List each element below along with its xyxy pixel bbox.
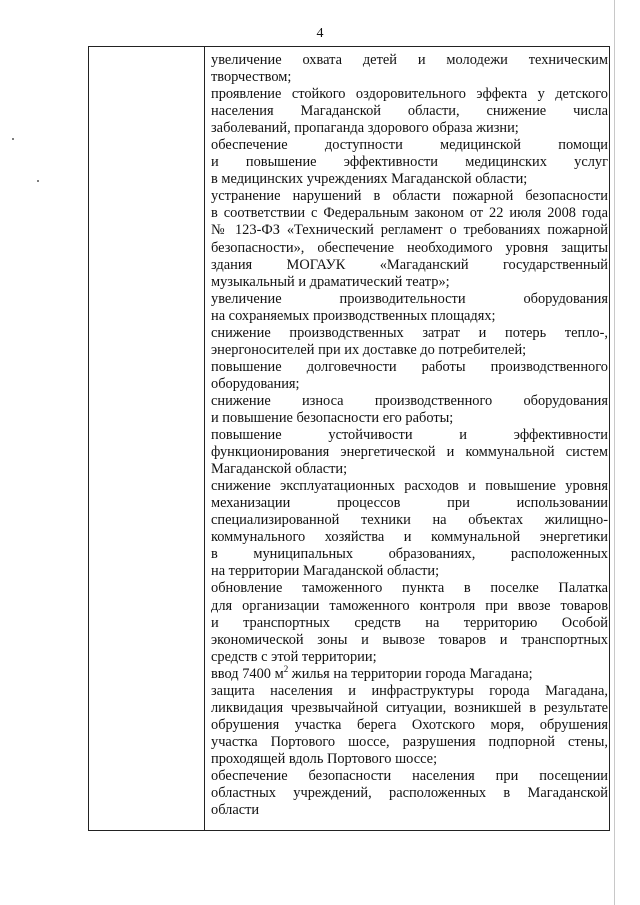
list-item bbox=[211, 663, 608, 683]
list-item bbox=[211, 768, 608, 819]
table-right-column bbox=[205, 47, 609, 830]
list-item bbox=[211, 137, 608, 188]
text-line: обновление таможенного пункта в поселке Палатка bbox=[211, 580, 608, 597]
list-item bbox=[211, 325, 608, 359]
page-number: 4 bbox=[316, 26, 324, 41]
text-line: обрушения участка берега Охотского моря, обрушения bbox=[211, 716, 608, 733]
page-edge-line bbox=[614, 0, 615, 905]
text-line: функционирования энергетической и коммунальной систем bbox=[211, 444, 608, 461]
text-line: механизации процессов при использовании bbox=[211, 495, 608, 512]
list-item bbox=[211, 393, 608, 427]
text-line: повышение устойчивости и эффективности bbox=[211, 427, 608, 444]
table-left-column bbox=[89, 47, 205, 830]
list-item bbox=[211, 580, 608, 665]
text-line: проявление стойкого оздоровительного эффекта у детского bbox=[211, 86, 608, 103]
text-line: проходящей вдоль Портового шоссе; bbox=[211, 750, 438, 767]
text-line: для организации таможенного контроля при ввозе товаров bbox=[211, 597, 608, 614]
text-line: и повышение эффективности медицинских услуг bbox=[211, 154, 608, 171]
text-line: ввод 7400 $м^2$ жилья на территории города Магадана; bbox=[211, 663, 533, 682]
text-line: и повышение безопасности его работы; bbox=[211, 409, 454, 426]
text-line: на сохраняемых производственных площадях; bbox=[211, 307, 496, 324]
list-item bbox=[211, 683, 608, 768]
text-line: устранение нарушений в области пожарной безопасности bbox=[211, 188, 608, 205]
text-line: и транспортных средств на территорию Особой bbox=[211, 614, 608, 631]
text-line: оборудования; bbox=[211, 375, 300, 392]
document-table bbox=[88, 46, 610, 831]
text-line: творчеством; bbox=[211, 69, 292, 86]
text-line: защита населения и инфраструктуры города Магадана, bbox=[211, 682, 608, 699]
text-line: снижение износа производственного оборудования bbox=[211, 392, 608, 409]
list-item bbox=[211, 427, 608, 478]
text-line: участка Портового шоссе, разрушения подпорной стены, bbox=[211, 733, 608, 750]
scan-mark bbox=[37, 180, 39, 182]
text-line: населения Магаданской области, снижение числа bbox=[211, 103, 608, 120]
text-line: специализированной техники на объектах жилищно- bbox=[211, 512, 608, 529]
list-item bbox=[211, 86, 608, 137]
text-line: в медицинских учреждениях Магаданской области; bbox=[211, 171, 528, 188]
text-line: энергоносителей при их доставке до потребителей; bbox=[211, 341, 527, 358]
text-line: в муниципальных образованиях, расположенных bbox=[211, 546, 608, 563]
text-line: увеличение производительности оборудования bbox=[211, 290, 608, 307]
list-item bbox=[211, 478, 608, 580]
scan-mark bbox=[12, 138, 14, 140]
text-line: увеличение охвата детей и молодежи техническим bbox=[211, 52, 608, 68]
list-item bbox=[211, 52, 608, 86]
text-line: экономической зоны и вывозе товаров и транспортных bbox=[211, 631, 608, 648]
text-line: здания МОГАУК «Магаданский государственный bbox=[211, 256, 608, 273]
text-line: безопасности», обеспечение необходимого уровня защиты bbox=[211, 239, 608, 256]
text-line: заболеваний, пропаганда здорового образа жизни; bbox=[211, 120, 519, 137]
list-item bbox=[211, 359, 608, 393]
text-line: области bbox=[211, 802, 260, 819]
text-line: Магаданской области; bbox=[211, 461, 348, 478]
list-item bbox=[211, 291, 608, 325]
text-line: снижение производственных затрат и потерь тепло-, bbox=[211, 324, 608, 341]
text-line: областных учреждений, расположенных в Магаданской bbox=[211, 785, 608, 802]
text-line: № 123-ФЗ «Технический регламент о требованиях пожарной bbox=[211, 222, 608, 239]
text-line: в соответствии с Федеральным законом от 22 июля 2008 года bbox=[211, 205, 608, 222]
text-line: ликвидация чрезвычайной ситуации, возникшей в результате bbox=[211, 699, 608, 716]
text-line: средств с этой территории; bbox=[211, 648, 377, 665]
text-line: обеспечение доступности медицинской помощи bbox=[211, 137, 608, 154]
text-line: музыкальный и драматический театр»; bbox=[211, 273, 450, 290]
list-item bbox=[211, 188, 608, 290]
text-line: снижение эксплуатационных расходов и повышение уровня bbox=[211, 478, 608, 495]
text-line: на территории Магаданской области; bbox=[211, 563, 440, 580]
text-line: повышение долговечности работы производственного bbox=[211, 358, 608, 375]
text-line: обеспечение безопасности населения при посещении bbox=[211, 767, 608, 784]
text-line: коммунального хозяйства и коммунальной энергетики bbox=[211, 529, 608, 546]
